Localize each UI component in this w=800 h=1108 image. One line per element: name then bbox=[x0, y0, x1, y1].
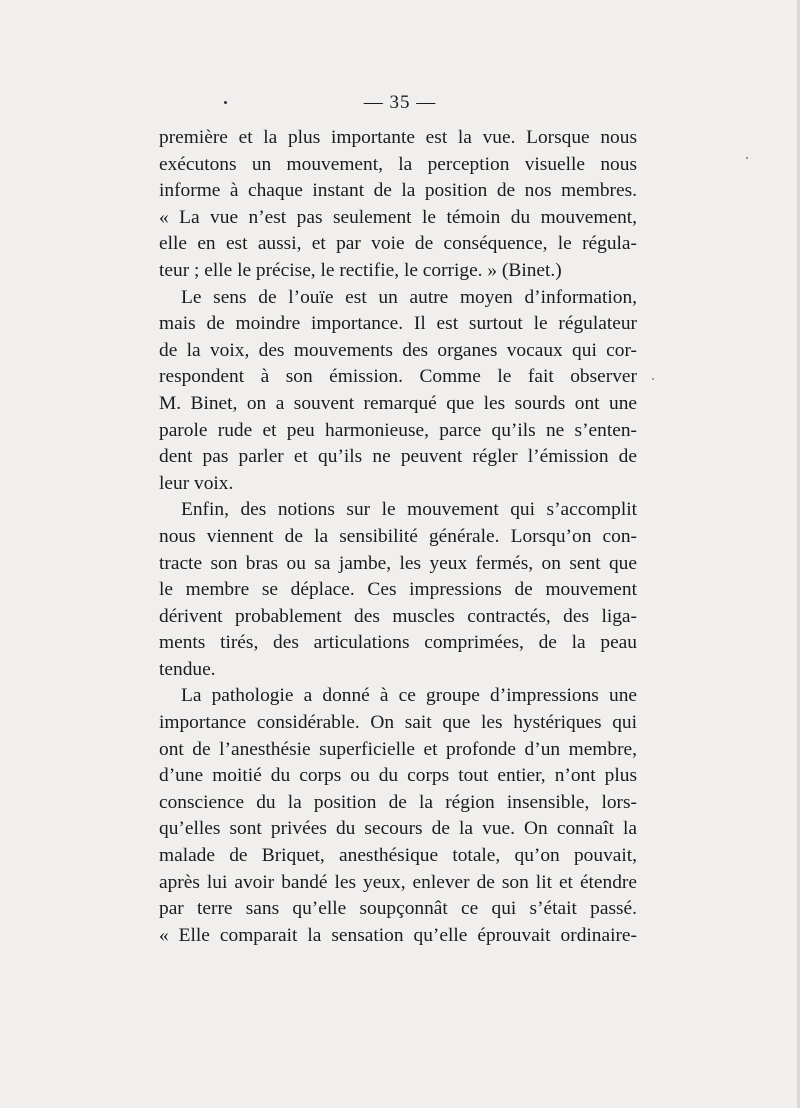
text-line: exécutons un mouvement, la perception visuelle nous bbox=[159, 153, 637, 175]
text-line: importance considérable. On sait que les hystériques qui bbox=[159, 712, 637, 734]
text-line: ments tirés, des articulations comprimées, de la peau bbox=[159, 632, 637, 654]
text-line: Enfin, des notions sur le mouvement qui s’accomplit bbox=[181, 499, 637, 521]
text-line: de la voix, des mouvements des organes vocaux qui cor- bbox=[159, 339, 637, 361]
text-line: par terre sans qu’elle soupçonnât ce qui s’était passé. bbox=[159, 898, 637, 920]
text-line: qu’elles sont privées du secours de la vue. On connaît la bbox=[159, 818, 637, 840]
text-line: informe à chaque instant de la position de nos membres. bbox=[159, 180, 637, 202]
ink-speck bbox=[746, 157, 748, 159]
text-line: elle en est aussi, et par voie de conséquence, le régula- bbox=[159, 233, 637, 255]
text-line: dent pas parler et qu’ils ne peuvent régler l’émission de bbox=[159, 446, 637, 468]
text-line: mais de moindre importance. Il est surtout le régulateur bbox=[159, 313, 637, 335]
text-line: « Elle comparait la sensation qu’elle éprouvait ordinaire- bbox=[159, 924, 637, 946]
text-line: malade de Briquet, anesthésique totale, qu’on pouvait, bbox=[159, 845, 637, 867]
text-line: d’une moitié du corps ou du corps tout entier, n’ont plus bbox=[159, 765, 637, 787]
text-line: nous viennent de la sensibilité générale. Lorsqu’on con- bbox=[159, 525, 637, 547]
text-line: tracte son bras ou sa jambe, les yeux fermés, on sent que bbox=[159, 552, 637, 574]
text-line: Le sens de l’ouïe est un autre moyen d’information, bbox=[181, 286, 637, 308]
text-line: La pathologie a donné à ce groupe d’impressions une bbox=[181, 685, 637, 707]
text-line: dérivent probablement des muscles contractés, des liga- bbox=[159, 605, 637, 627]
text-line: le membre se déplace. Ces impressions de mouvement bbox=[159, 579, 637, 601]
text-line: respondent à son émission. Comme le fait observer bbox=[159, 366, 637, 388]
text-line: teur ; elle le précise, le rectifie, le corrige. » (Binet.) bbox=[159, 259, 562, 281]
text-line: parole rude et peu harmonieuse, parce qu’ils ne s’enten- bbox=[159, 419, 637, 441]
text-line: ont de l’anesthésie superficielle et profonde d’un membre, bbox=[159, 738, 637, 760]
text-line: M. Binet, on a souvent remarqué que les sourds ont une bbox=[159, 392, 637, 414]
text-line: première et la plus importante est la vue. Lorsque nous bbox=[159, 127, 637, 148]
text-line: après lui avoir bandé les yeux, enlever de son lit et étendre bbox=[159, 871, 637, 893]
ink-speck bbox=[652, 378, 654, 380]
text-line: conscience du la position de la région insensible, lors- bbox=[159, 791, 637, 813]
page-number: — 35 — bbox=[363, 92, 437, 113]
text-line: leur voix. bbox=[159, 472, 234, 494]
body-text bbox=[159, 125, 637, 949]
text-line: tendue. bbox=[159, 658, 216, 680]
text-line: « La vue n’est pas seulement le témoin du mouvement, bbox=[159, 206, 637, 228]
